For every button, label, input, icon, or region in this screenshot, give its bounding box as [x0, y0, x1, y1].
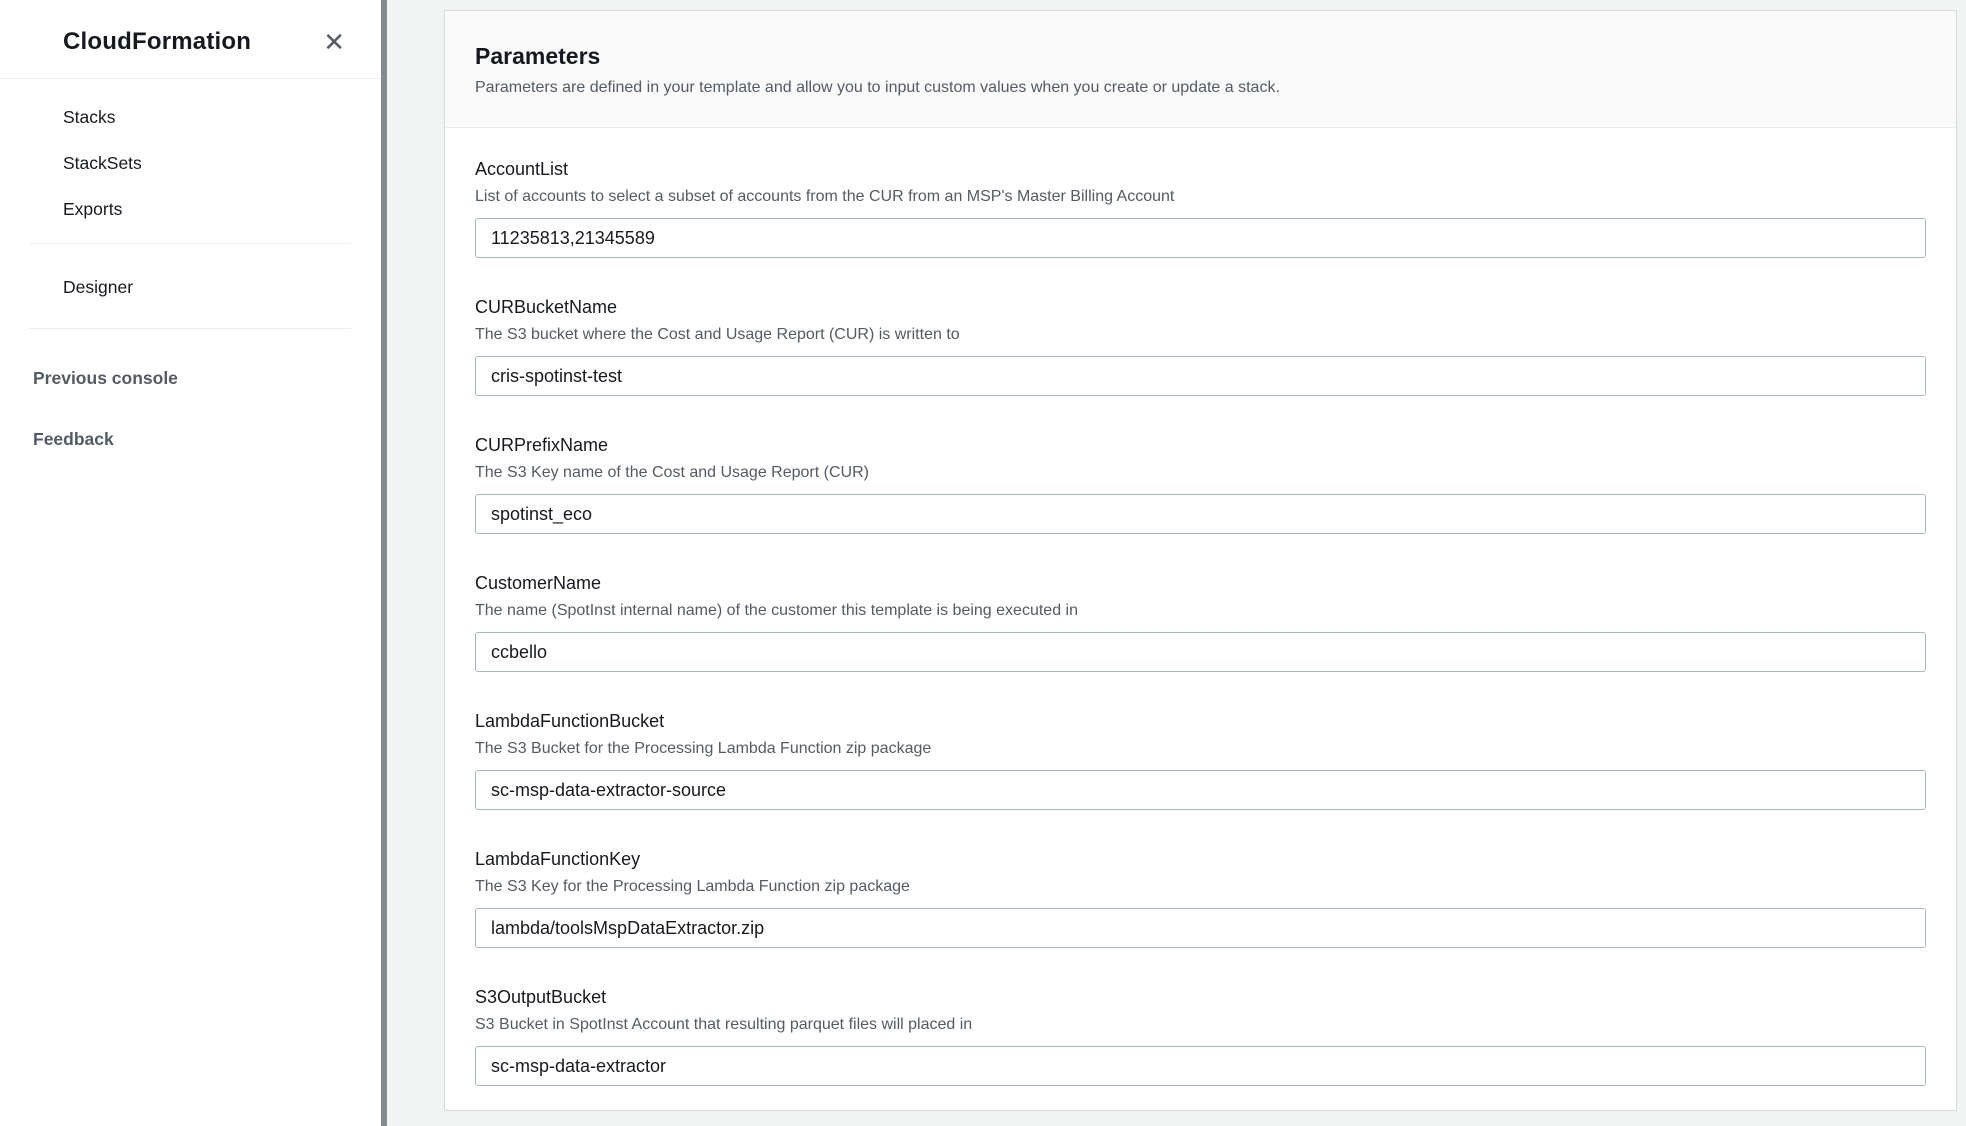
- parameter-description: The S3 bucket where the Cost and Usage Report (CUR) is written to: [475, 326, 960, 343]
- parameters-form: [445, 128, 1956, 1086]
- parameter-value-input[interactable]: [475, 494, 1926, 534]
- sidebar-divider: [0, 78, 381, 79]
- parameter-name: CustomerName: [475, 573, 602, 593]
- parameter-field: [475, 572, 1926, 672]
- parameter-name: CURBucketName: [475, 297, 618, 317]
- page-description: Parameters are defined in your template and allow you to input custom values when you create or update a stack.: [475, 79, 1280, 96]
- parameter-field: [475, 986, 1926, 1086]
- parameter-value-input[interactable]: [475, 218, 1926, 258]
- sidebar-divider: [30, 243, 351, 244]
- parameter-description: The name (SpotInst internal name) of the customer this template is being executed in: [475, 602, 1078, 619]
- parameter-value-input[interactable]: [475, 356, 1926, 396]
- parameter-field: [475, 434, 1926, 534]
- parameter-value-input[interactable]: [475, 632, 1926, 672]
- parameter-field: [475, 848, 1926, 948]
- sidebar-nav: [0, 94, 381, 232]
- sidebar-footer: [0, 355, 381, 462]
- parameter-name: LambdaFunctionBucket: [475, 711, 665, 731]
- parameter-description: List of accounts to select a subset of accounts from the CUR from an MSP's Master Billing Account: [475, 188, 1175, 205]
- sidebar-item-exports[interactable]: Exports: [63, 198, 123, 219]
- sidebar-item-feedback[interactable]: Feedback: [33, 428, 114, 449]
- parameter-name: CURPrefixName: [475, 435, 609, 455]
- sidebar-item-stacks[interactable]: Stacks: [63, 106, 116, 127]
- sidebar: [0, 0, 381, 1126]
- parameter-name: LambdaFunctionKey: [475, 849, 641, 869]
- parameter-field: [475, 710, 1926, 810]
- parameter-value-input[interactable]: [475, 770, 1926, 810]
- parameters-card: [444, 10, 1957, 1111]
- main-content: [387, 0, 1966, 1126]
- sidebar-item-stacksets[interactable]: StackSets: [63, 152, 142, 173]
- parameter-description: S3 Bucket in SpotInst Account that resulting parquet files will placed in: [475, 1016, 973, 1033]
- card-header: [445, 11, 1956, 128]
- sidebar-header: [0, 0, 381, 56]
- sidebar-item-previous-console[interactable]: Previous console: [33, 367, 178, 388]
- parameter-name: S3OutputBucket: [475, 987, 607, 1007]
- parameter-description: The S3 Key name of the Cost and Usage Report (CUR): [475, 464, 869, 481]
- parameter-field: [475, 296, 1926, 396]
- close-icon[interactable]: ✕: [323, 27, 345, 57]
- parameter-description: The S3 Bucket for the Processing Lambda Function zip package: [475, 740, 932, 757]
- parameter-name: AccountList: [475, 159, 569, 179]
- sidebar-divider: [30, 328, 351, 329]
- parameter-description: The S3 Key for the Processing Lambda Function zip package: [475, 878, 910, 895]
- app-title: CloudFormation: [63, 28, 252, 55]
- parameter-value-input[interactable]: [475, 1046, 1926, 1086]
- page-title: Parameters: [475, 43, 601, 69]
- parameter-value-input[interactable]: [475, 908, 1926, 948]
- sidebar-item-designer[interactable]: Designer: [63, 276, 134, 297]
- parameter-field: [475, 158, 1926, 258]
- sidebar-nav-secondary: [0, 264, 381, 310]
